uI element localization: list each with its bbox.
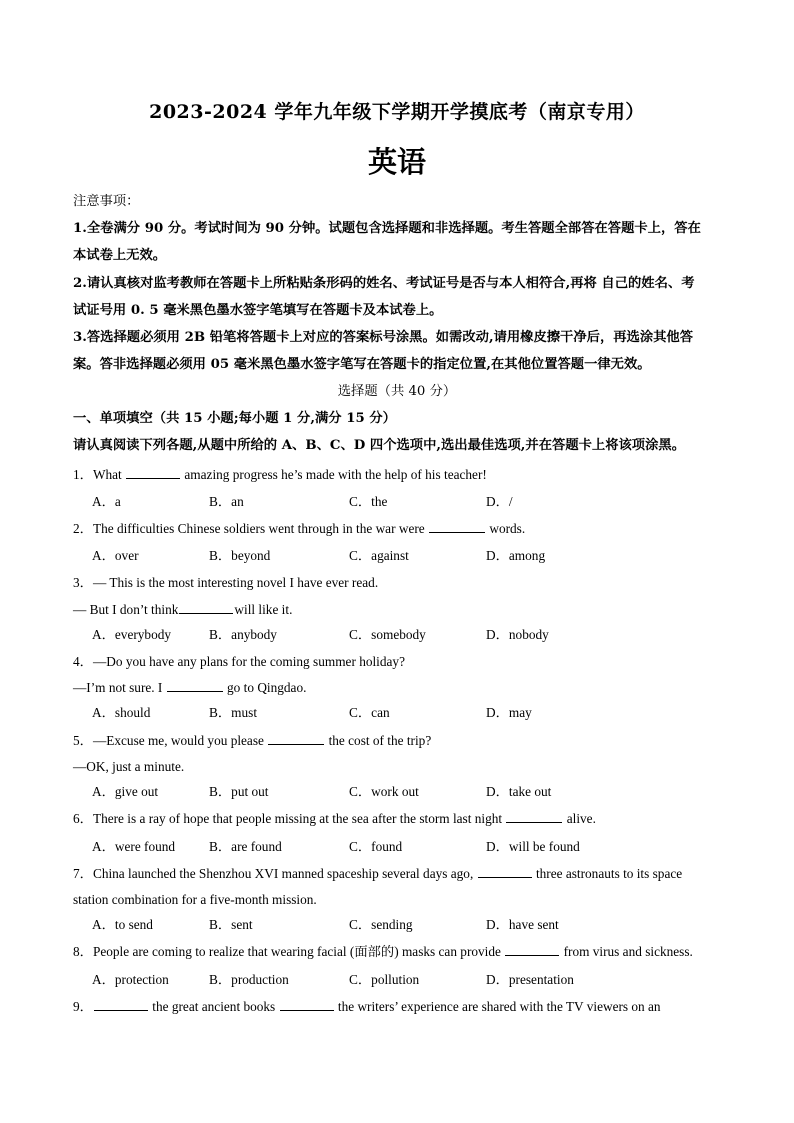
question-5-line-1 [73, 732, 724, 750]
question-4-line-1: 4．—Do you have any plans for the coming summer holiday? [73, 654, 405, 669]
note-2-line-2: 试证号用 0. 5 毫米黑色墨水签字笔填写在答题卡及本试卷上。 [73, 303, 443, 318]
option-b: B．must [209, 705, 258, 720]
option-c: C．pollution [349, 972, 420, 987]
question-7-line-1 [73, 865, 724, 883]
question-text: What [92, 467, 122, 482]
option-d: D．among [486, 548, 546, 563]
option-c: C．against [349, 548, 409, 563]
question-number: 1． [73, 467, 93, 482]
option-b: B．an [209, 494, 244, 509]
option-c: C．somebody [349, 627, 426, 642]
option-c: C．can [349, 705, 390, 720]
question-text: 6．There is a ray of hope that people missing at the sea after the storm last night [73, 811, 503, 826]
question-text: the writers’ experience are shared with the TV viewers on an [337, 999, 661, 1014]
option-a: A．protection [92, 972, 169, 987]
question-text: the cost of the trip? [328, 733, 432, 748]
option-d: D．have sent [486, 917, 559, 932]
question-text: go to Qingdao. [227, 680, 307, 695]
question-8 [73, 943, 724, 961]
question-text: the great ancient books [152, 999, 276, 1014]
question-4-line-2 [73, 679, 724, 697]
option-a: A．give out [92, 784, 159, 799]
option-b: B．sent [209, 917, 253, 932]
question-text: will like it. [234, 602, 293, 617]
question-number: 9． [73, 999, 93, 1014]
option-d: D．presentation [486, 972, 574, 987]
part-instruction: 请认真阅读下列各题,从题中所给的 A、B、C、D 四个选项中,选出最佳选项,并在答题卡上将该项涂黑。 [73, 438, 685, 453]
option-b: B．production [209, 972, 289, 987]
option-c: C．work out [349, 784, 419, 799]
question-text: —I’m not sure. I [73, 680, 163, 695]
answer-blank [478, 865, 532, 878]
option-d: D．take out [486, 784, 552, 799]
option-b: B．anybody [209, 627, 277, 642]
option-a: A．were found [92, 839, 176, 854]
option-d: D．nobody [486, 627, 549, 642]
question-text: The difficulties Chinese soldiers went through in the war were [92, 521, 425, 536]
question-text: 8．People are coming to realize that wearing facial (面部的) masks can provide [73, 944, 501, 959]
option-d: D．/ [486, 494, 513, 509]
notes-heading: 注意事项： [73, 194, 140, 209]
question-text: 7．China launched the Shenzhou XVI manned spaceship several days ago, [73, 866, 474, 881]
note-2-line-1: 2.请认真核对监考教师在答题卡上所粘贴条形码的姓名、考试证号是否与本人相符合,再将 自己的姓名、考 [73, 276, 695, 291]
option-b: B．are found [209, 839, 282, 854]
option-c: C．found [349, 839, 403, 854]
answer-blank [268, 732, 324, 745]
question-6 [73, 810, 724, 828]
option-d: D．may [486, 705, 532, 720]
question-5-line-2: —OK, just a minute. [73, 759, 185, 774]
note-1-line-1: 1.全卷满分 90 分。考试时间为 90 分钟。试题包含选择题和非选择题。考生答题全部答在答题卡上，答在 [73, 221, 701, 236]
question-3-line-2 [73, 601, 724, 619]
question-text: alive. [566, 811, 596, 826]
option-a: A．everybody [92, 627, 172, 642]
exam-title: 2023-2024 学年九年级下学期开学摸底考（南京专用） [149, 101, 645, 123]
note-1-line-2: 本试卷上无效。 [73, 248, 167, 263]
part-heading: 一、单项填空（共 15 小题;每小题 1 分,满分 15 分） [73, 411, 396, 426]
question-text: 5．—Excuse me, would you please [73, 733, 264, 748]
option-b: B．put out [209, 784, 269, 799]
question-text: from virus and sickness. [563, 944, 693, 959]
question-number: 2． [73, 521, 93, 536]
answer-blank [94, 998, 148, 1011]
option-c: C．sending [349, 917, 413, 932]
question-text: — But I don’t think [73, 602, 179, 617]
answer-blank [280, 998, 334, 1011]
question-text: three astronauts to its space [535, 866, 683, 881]
option-c: C．the [349, 494, 388, 509]
question-7-line-2: station combination for a five-month mission. [73, 892, 317, 907]
question-text: amazing progress he’s made with the help of his teacher! [184, 467, 487, 482]
answer-blank [506, 810, 562, 823]
option-b: B．beyond [209, 548, 271, 563]
option-d: D．will be found [486, 839, 580, 854]
answer-blank [429, 520, 485, 533]
option-a: A．to send [92, 917, 153, 932]
answer-blank [126, 466, 180, 479]
option-a: A．should [92, 705, 151, 720]
note-3-line-1: 3.答选择题必须用 2B 铅笔将答题卡上对应的答案标号涂黑。如需改动,请用橡皮擦干净后，再选涂其他答 [73, 330, 694, 345]
question-2 [73, 520, 724, 538]
answer-blank [505, 943, 559, 956]
note-3-line-2: 案。答非选择题必须用 05 毫米黑色墨水签字笔写在答题卡的指定位置,在其他位置答题一律无效。 [73, 357, 651, 372]
answer-blank [179, 601, 233, 614]
question-3-line-1: 3．— This is the most interesting novel I have ever read. [73, 575, 379, 590]
option-a: A．a [92, 494, 121, 509]
subject-title: 英语 [367, 145, 426, 179]
section-title: 选择题（共 40 分） [337, 384, 457, 399]
answer-blank [167, 679, 223, 692]
question-text: words. [489, 521, 526, 536]
option-a: A．over [92, 548, 139, 563]
question-9 [73, 998, 724, 1016]
question-1 [73, 466, 724, 484]
